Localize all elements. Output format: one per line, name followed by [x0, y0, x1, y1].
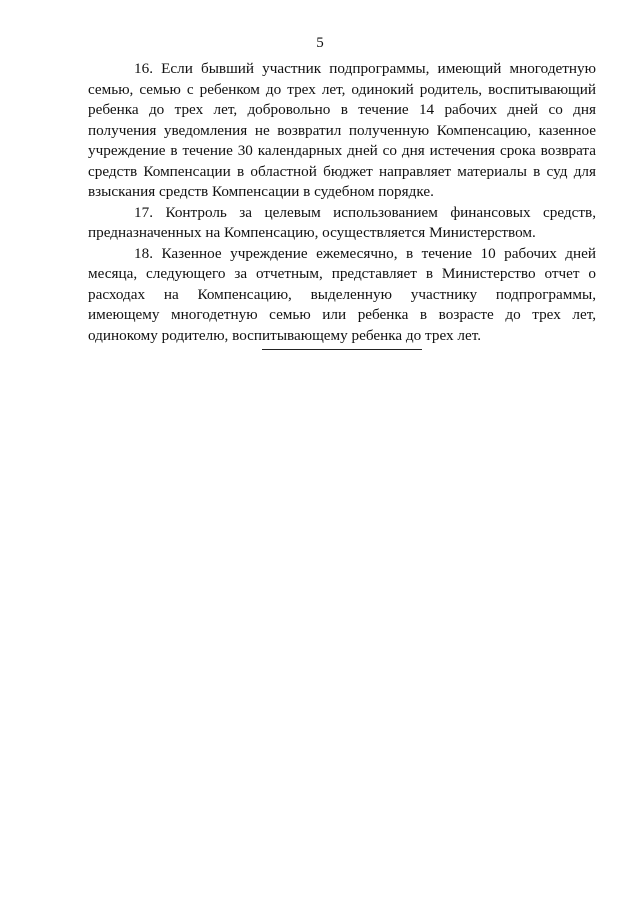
page-number: 5 [316, 35, 324, 51]
end-separator-line [262, 349, 422, 350]
document-body [88, 59, 596, 346]
paragraph-17: 17. Контроль за целевым использованием финансовых средств, предназначенных на Компенсацию, осуществляется Министерством. [88, 203, 596, 241]
paragraph-18: 18. Казенное учреждение ежемесячно, в течение 10 рабочих дней месяца, следующего за отчетным, представляет в Министерство отчет о расходах на Компенсацию, выделенную участнику подпрограммы, имеющему многодетную семью или ребенка в возрасте до трех лет, одинокому родителю, воспитывающему ребенка до трех лет. [88, 244, 596, 344]
paragraph-16: 16. Если бывший участник подпрограммы, имеющий многодетную семью, семью с ребенком до трех лет, одинокий родитель, воспитывающий ребенка до трех лет, добровольно в течение 14 рабочих дней со дня получения уведомления не возвратил полученную Компенсацию, казенное учреждение в течение 30 календарных дней со дня истечения срока возврата средств Компенсации в областной бюджет направляет материалы в суд для взыскания средств Компенсации в судебном порядке. [88, 60, 596, 200]
